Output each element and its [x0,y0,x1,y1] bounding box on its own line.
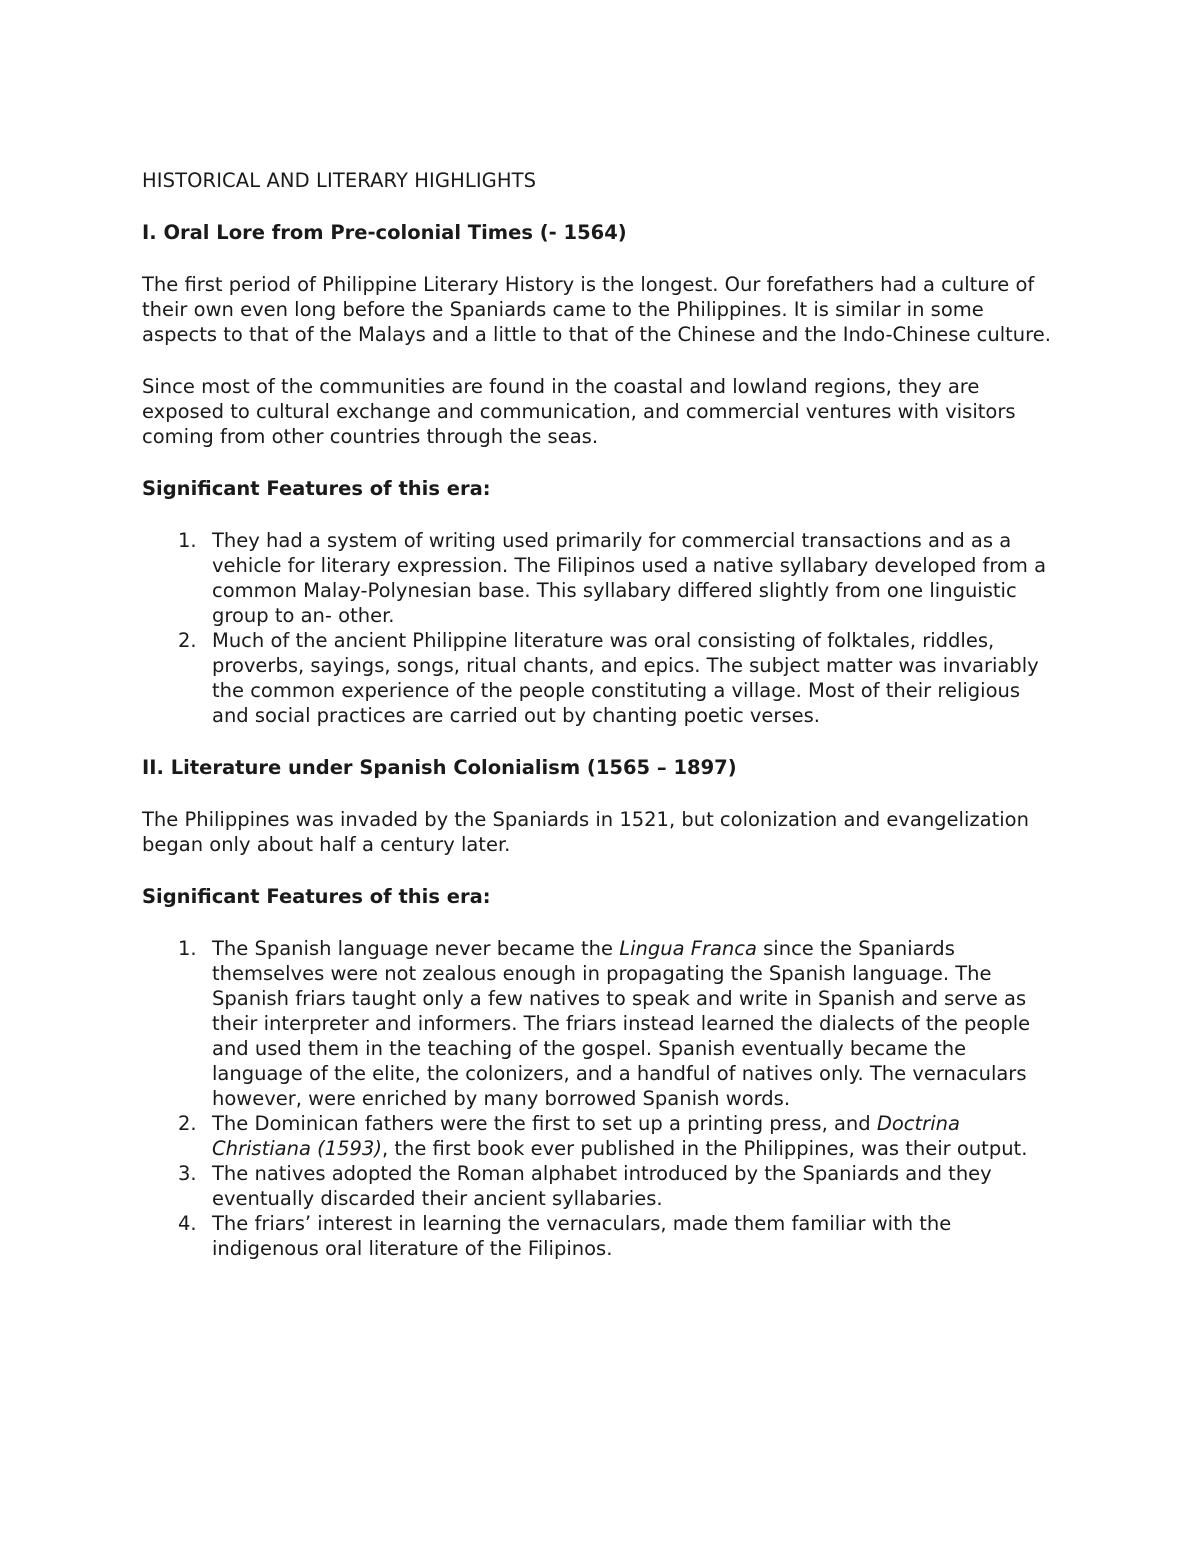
section-1-features-heading: Significant Features of this era: [142,477,491,500]
list-item [212,936,1062,1111]
list-item-text: The Spanish language never became the [212,937,620,960]
section-1-paragraph-2: Since most of the communities are found in the coastal and lowland regions, they are exposed to cultural exchange and communication, and commercial ventures with visitors coming from other countries through the seas. [142,375,1016,448]
section-1-paragraph-1: The first period of Philippine Literary History is the longest. Our forefathers had a culture of their own even long before the Spaniards came to the Philippines. It is similar in some aspects to that of the Malays and a little to that of the Chinese and the Indo-Chinese culture. [142,273,1051,346]
list-item: The friars’ interest in learning the vernaculars, made them familiar with the indigenous oral literature of the Filipinos. [212,1212,952,1260]
section-2-features-list [142,936,1062,1261]
section-2-heading: II. Literature under Spanish Colonialism (1565 – 1897) [142,756,737,779]
list-item [212,1111,1062,1161]
list-item: They had a system of writing used primarily for commercial transactions and as a vehicle for literary expression. The Filipinos used a native syllabary developed from a common Malay-Polynesian base. This syllabary differed slightly from one linguistic group to an- other. [212,529,1047,627]
list-item: Much of the ancient Philippine literature was oral consisting of folktales, riddles, proverbs, sayings, songs, ritual chants, and epics. The subject matter was invariably the common experience of the people constituting a village. Most of their religious and social practices are carried out by chanting poetic verses. [212,629,1039,727]
list-item: The natives adopted the Roman alphabet introduced by the Spaniards and they eventually discarded their ancient syllabaries. [212,1162,992,1210]
list-item-italic-term: Doctrina Christiana (1593) [212,1112,960,1160]
section-2-features-heading: Significant Features of this era: [142,885,491,908]
list-item-text: , the first book ever published in the Philippines, was their output. [381,1137,1028,1160]
list-item-italic-term: Lingua Franca [619,937,757,960]
document-page [142,168,1062,1288]
section-1-heading: I. Oral Lore from Pre-colonial Times (- 1564) [142,221,627,244]
list-item-text: since the Spaniards themselves were not zealous enough in propagating the Spanish language. The Spanish friars taught only a few natives to speak and write in Spanish and serve as their interpreter and informers. The friars instead learned the dialects of the people and used them in the teaching of the gospel. Spanish eventually became the language of the elite, the colonizers, and a handful of natives only. The vernaculars however, were enriched by many borrowed Spanish words. [212,937,1031,1110]
document-title: HISTORICAL AND LITERARY HIGHLIGHTS [142,169,537,192]
section-2-paragraph-1: The Philippines was invaded by the Spaniards in 1521, but colonization and evangelization began only about half a century later. [142,808,1029,856]
list-item-text: The Dominican fathers were the first to set up a printing press, and [212,1112,877,1135]
section-1-features-list [142,528,1062,728]
